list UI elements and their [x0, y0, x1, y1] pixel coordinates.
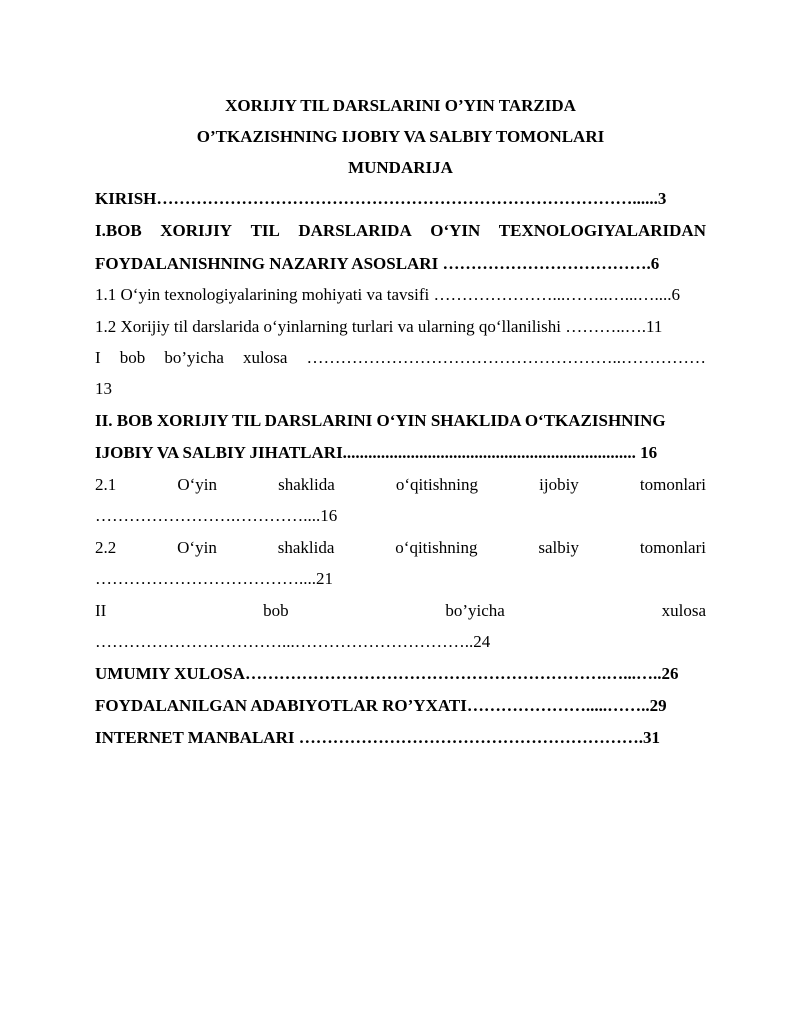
toc-word: shaklida [278, 475, 335, 494]
toc-word: xulosa [661, 601, 706, 620]
toc-word: TEXNOLOGIYALARIDAN [498, 221, 706, 240]
toc-word: 2.2 [95, 538, 117, 557]
toc-word: O‘yin [177, 538, 217, 557]
toc-word: shaklida [277, 538, 335, 557]
toc-word: 2.1 [95, 475, 117, 494]
toc-word: I.BOB [95, 221, 142, 240]
toc-entry-section-2-2-line-2: ………………………………....21 [95, 569, 333, 588]
toc-word: II [95, 601, 107, 620]
toc-entry-chapter-2-summary-line-1 [95, 601, 706, 621]
toc-entry-internet-manbalari: INTERNET MANBALARI …………………………………………………….31 [95, 728, 660, 747]
toc-dots: ………………………………………………..…………… [306, 348, 706, 367]
toc-entry-adabiyotlar: FOYDALANILGAN ADABIYOTLAR RO’YXATI………………….....……..29 [95, 696, 667, 715]
toc-entry-section-1-2: 1.2 Xorijiy til darslarida o‘yinlarning turlari va ularning qo‘llanilishi ………..….11 [95, 317, 663, 336]
toc-word: bo’yicha [445, 601, 505, 620]
document-title-line-2: O’TKAZISHNING IJOBIY VA SALBIY TOMONLARI [196, 127, 605, 146]
toc-word: bob [263, 601, 289, 620]
toc-word: bo’yicha [164, 348, 224, 367]
toc-word: salbiy [538, 538, 579, 557]
toc-word: TIL [250, 221, 280, 240]
toc-entry-chapter-2-summary-line-2: ……………………………...…………………………..24 [95, 632, 491, 651]
toc-word: xulosa [242, 348, 288, 367]
toc-entry-kirish: KIRISH…………………………………………………………………………......3 [95, 189, 667, 208]
toc-word: o‘qitishning [395, 538, 478, 557]
toc-word: bob [119, 348, 146, 367]
toc-word: ijobiy [539, 475, 579, 494]
toc-word: o‘qitishning [395, 475, 479, 494]
toc-entry-umumiy-xulosa: UMUMIY XULOSA……………………………………………………….…...…..26 [95, 664, 679, 683]
toc-word: O‘yin [177, 475, 218, 494]
toc-word: DARSLARIDA [298, 221, 412, 240]
toc-word: tomonlari [639, 475, 706, 494]
toc-entry-chapter-2-line-1: II. BOB XORIJIY TIL DARSLARINI O‘YIN SHAKLIDA O‘TKAZISHNING [95, 411, 666, 430]
document-title-line-1: XORIJIY TIL DARSLARINI O’YIN TARZIDA [225, 96, 576, 115]
toc-entry-chapter-1-line-1 [95, 221, 706, 241]
toc-entry-section-2-1-line-2: …………………….…………....16 [95, 506, 338, 525]
toc-entry-section-2-1-line-1 [95, 475, 706, 495]
toc-word: XORIJIY [160, 221, 233, 240]
contents-heading: MUNDARIJA [348, 158, 453, 177]
toc-word: tomonlari [639, 538, 706, 557]
toc-entry-chapter-2-line-2: IJOBIY VA SALBIY JIHATLARI..................................................................... 16 [95, 443, 658, 462]
toc-word: O‘YIN [430, 221, 481, 240]
toc-entry-chapter-1-summary-line-1 [95, 348, 706, 368]
toc-entry-chapter-1-line-2: FOYDALANISHNING NAZARIY ASOSLARI ……………………………….6 [95, 254, 660, 273]
toc-word: I [95, 348, 101, 367]
toc-entry-section-2-2-line-1 [95, 538, 706, 558]
toc-entry-chapter-1-summary-page: 13 [95, 379, 112, 398]
toc-entry-section-1-1: 1.1 O‘yin texnologiyalarining mohiyati va tavsifi …………………...……..…...…....6 [95, 285, 681, 304]
